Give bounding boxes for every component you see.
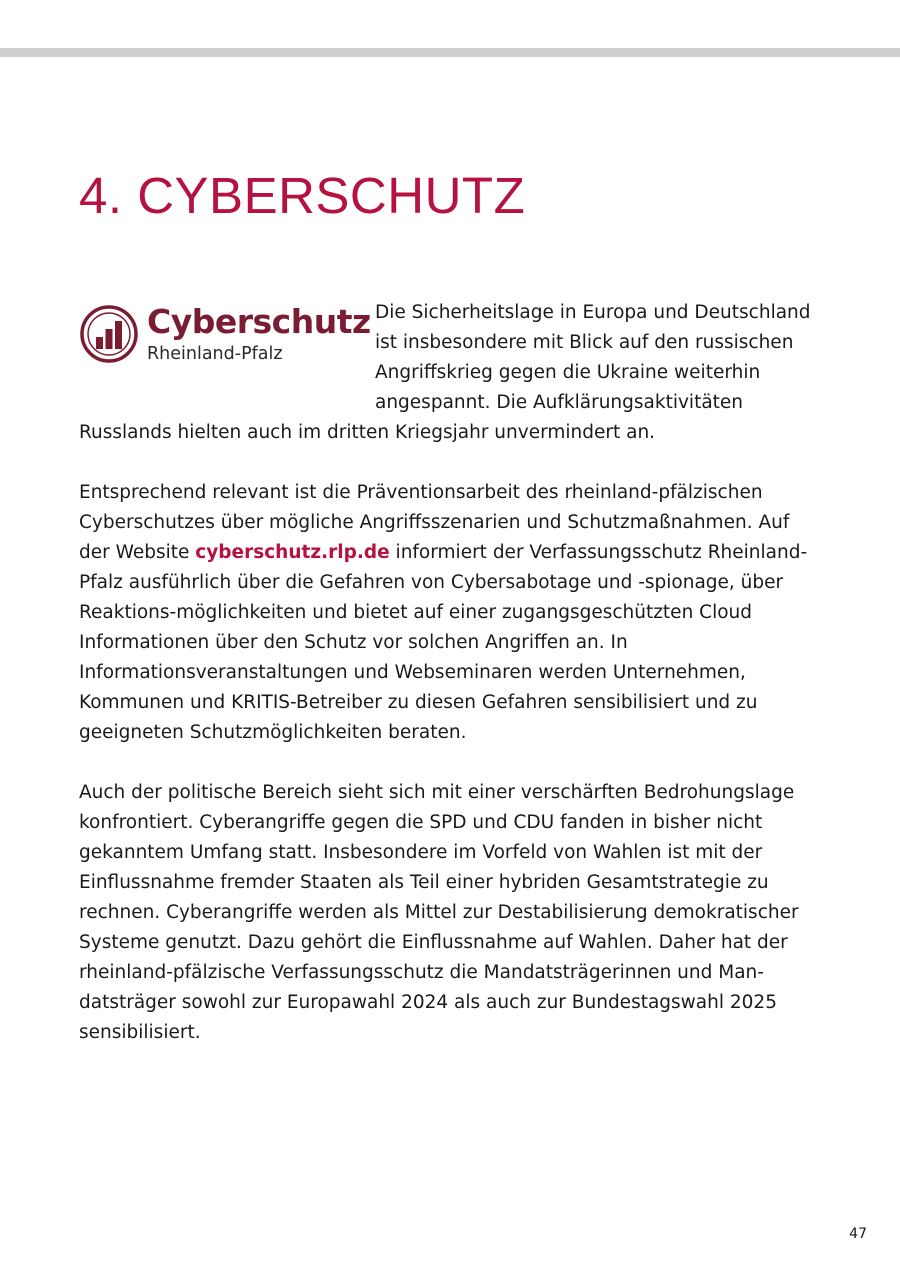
paragraph-1: Die Sicherheitslage in Europa und Deutschland ist insbesondere mit Blick auf den russischen Angriffskrieg gegen die Ukraine weiterhin angespannt. Die Aufklärungsaktivitäten Russlands hielten auch im dritten Kriegsjahr unvermindert an. bbox=[79, 302, 811, 443]
website-link[interactable]: cyberschutz.rlp.de bbox=[195, 542, 390, 563]
body-text bbox=[79, 298, 824, 1078]
paragraph-2-text-after: informiert der Verfassungsschutz Rheinland-Pfalz ausführlich über die Gefahren von Cybersabotage und -spionage, über Reaktions-möglichkeiten und bietet auf einer zugangsgeschützten Cloud Informationen über den Schutz vor solchen Angriffen an. In Informationsveranstaltungen und Webseminaren werden Unternehmen, Kommunen und KRITIS-Betreiber zu diesen Gefahren sensibilisiert und zu geeigneten Schutzmöglichkeiten beraten. bbox=[79, 542, 808, 743]
chapter-title: 4. CYBERSCHUTZ bbox=[79, 167, 526, 224]
bar-chart-circle-icon bbox=[79, 304, 139, 364]
paragraph-3: Auch der politische Bereich sieht sich mit einer verschärften Bedrohungslage konfrontiert. Cyberangriffe gegen die SPD und CDU fanden in bisher nicht gekanntem Umfang statt. Insbesondere im Vorfeld von Wahlen ist mit der Einflussnahme fremder Staaten als Teil einer hybriden Gesamtstrategie zu rechnen. Cyberangriffe werden als Mittel zur Destabilisierung demokratischer Systeme genutzt. Dazu gehört die Einflussnahme auf Wahlen. Daher hat der rheinland-pfälzische Verfassungsschutz die Mandatsträgerinnen und Man-datsträger sowohl zur Europawahl 2024 als auch zur Bundestagswahl 2025 sensibilisiert. bbox=[79, 782, 799, 1043]
page-number: 47 bbox=[849, 1226, 867, 1242]
top-divider-bar bbox=[0, 48, 900, 57]
logo-subtitle: Rheinland-Pfalz bbox=[147, 344, 283, 364]
cyberschutz-logo bbox=[79, 298, 375, 390]
logo-name: Cyberschutz bbox=[147, 302, 371, 341]
paragraph-2-text-before: Entsprechend relevant ist die Präventionsarbeit des rheinland-pfälzischen Cyberschutzes über mögliche Angriffsszenarien und Schutzmaßnahmen. Auf der Website bbox=[79, 482, 790, 563]
paragraph-2 bbox=[79, 478, 824, 748]
